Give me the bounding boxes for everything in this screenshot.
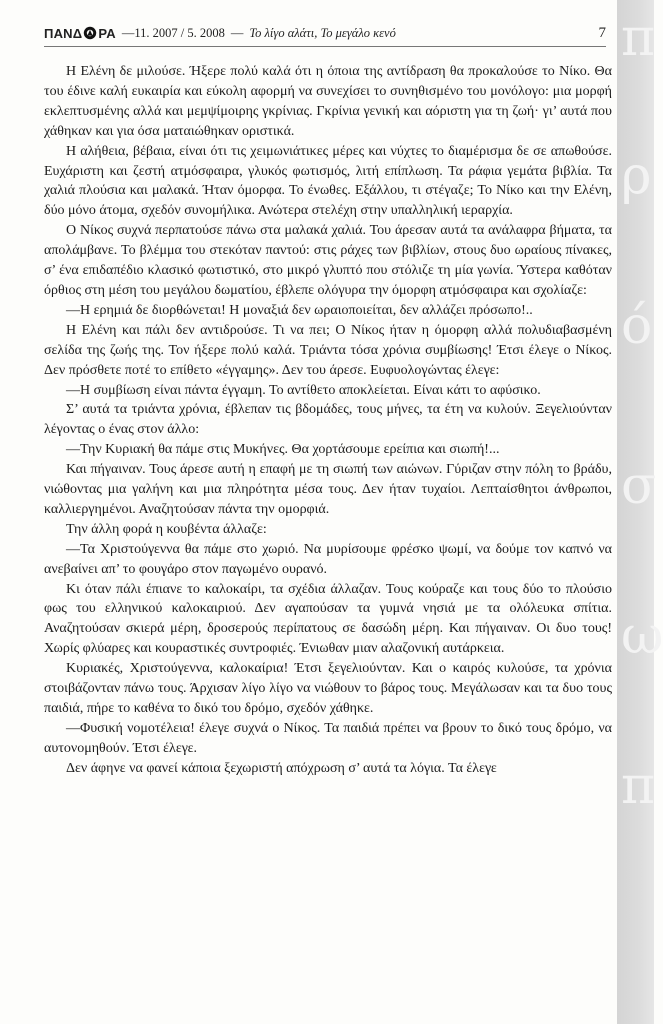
side-letter: π (621, 756, 656, 816)
paragraph: Κι όταν πάλι έπιανε το καλοκαίρι, τα σχέδια άλλαζαν. Τους κούραζε και τους δύο το πλούσιο φως του ελληνικού καλοκαιριού. Δεν αγαπούσαν τα γυμνά νησιά με τα ολόλευκα σπίτια. Αναζητούσαν σκιερά μέρη, δροσερούς περίπατους σε δασώδη μέρη. Και πήγαιναν. Οι δυο τους! Χωρίς φλύαρες και κουραστικές συντροφιές. Ένιωθαν μιαν αλαζονική αυτάρκεια. (44, 581, 612, 657)
side-letter: π (621, 8, 656, 68)
paragraph: Δεν άφηνε να φανεί κάποια ξεχωριστή απόχρωση σ’ αυτά τα λόγια. Τα έλεγε (66, 760, 497, 776)
article-body (44, 62, 612, 942)
journal-logo (44, 26, 116, 41)
paragraph: Η Ελένη και πάλι δεν αντιδρούσε. Τι να πει; Ο Νίκος ήταν η όμορφη αλλά πολυδιαβασμένη σελίδα της ζωής της. Τον ήξερε πολύ καλά. Τριάντα τόσα χρόνια συμβίωσης! Έτσι έλεγε ο Νίκος. Δεν πρόσθετε ποτέ το επίθετο «έγγαμης». Δεν του άρεσε. Ευφυολογώντας έλεγε: (44, 322, 612, 378)
paragraph: Την άλλη φορά η κουβέντα άλλαζε: (66, 521, 267, 537)
paragraph: Κυριακές, Χριστούγεννα, καλοκαίρια! Έτσι ξεγελιούνταν. Και ο καιρός κυλούσε, τα χρόνια στοιβάζονταν πάνω τους. Άρχισαν λίγο λίγο να νιώθουν το βάρος τους. Μεγάλωσαν και τα δυο τους παιδιά, πήρε το καθένα το δικό του δρόμο, σχεδόν χάθηκε. (44, 661, 612, 716)
dialogue-line: —Την Κυριακή θα πάμε στις Μυκήνες. Θα χορτάσουμε ερείπια και σιωπή!... (66, 442, 500, 458)
paragraph: Ο Νίκος συχνά περπατούσε πάνω στα μαλακά χαλιά. Του άρεσαν αυτά τα ανάλαφρα βήματα, τα απολάμβανε. Το βλέμμα του στεκόταν παντού: στις ράχες των βιβλίων, στους δυο ωραίους πίνακες, σ’ ένα επιδαπέδιο κλασικό φωτιστικό, στο μικρό γλυπτό που στόλιζε τη μία γωνία. Ύστερα καθόταν όρθιος στη μέση του μεγάλου δωματίου, έβλεπε ολόγυρα την όμορφη ατμόσφαιρα και σχολίαζε: (44, 223, 612, 298)
dialogue-line: —Φυσική νομοτέλεια! έλεγε συχνά ο Νίκος. Τα παιδιά πρέπει να βρουν το δικό τους δρόμο, να αυτονομηθούν. Έτσι έλεγε. (44, 720, 612, 756)
logo-mark-icon (83, 26, 97, 40)
side-letter: ό (621, 296, 653, 356)
side-letter: ρ (621, 146, 652, 206)
header-separator: — (230, 25, 244, 40)
side-letter: ω (621, 606, 663, 666)
side-strip (617, 0, 663, 1024)
header-rule (44, 46, 606, 47)
paragraph: Και πήγαιναν. Τους άρεσε αυτή η επαφή με τη σιωπή των αιώνων. Γύριζαν στην πόλη το βράδυ, νιώθοντας μια γαλήνη και μια πληρότητα μέσα τους. Δεν ήταν τυχαίοι. Λεπταίσθητοι άνθρωποι, καλλιεργημένοι. Αναζητούσαν πάντα την ομορφιά. (44, 462, 612, 517)
paragraph: Η αλήθεια, βέβαια, είναι ότι τις χειμωνιάτικες μέρες και νύχτες το διαμέρισμα δε σε απωθούσε. Ευχάριστη και ζεστή ατμόσφαιρα, γλυκός φωτισμός, λιτή επίπλωση. Τα ράφια γεμάτα βιβλία. Τα χαλιά πλούσια και μαλακά. Ήταν όμορφα. Το ένωθες. Εξάλλου, τι στέγαζε; Το Νίκο και την Ελένη, δύο μόνο άτομα, σχεδόν συνομήλικα. Ανώτερα στελέχη στην υπαλληλική ιεραρχία. (44, 143, 612, 219)
side-letter: σ (621, 456, 657, 516)
issue-dates: —11. 2007 / 5. 2008 (121, 25, 225, 40)
dialogue-line: —Τα Χριστούγεννα θα πάμε στο χωριό. Να μυρίσουμε φρέσκο ψωμί, να δούμε τον καπνό να ανεβαίνει απ’ το φουγάρο στον παγωμένο ουρανό. (44, 541, 612, 577)
page-number: 7 (598, 24, 606, 41)
paragraph: Η Ελένη δε μιλούσε. Ήξερε πολύ καλά ότι η όποια της αντίδραση θα προκαλούσε το Νίκο. Θα του έδινε καλή ευκαιρία και εύκολη αφορμή να συνεχίσει το συνηθισμένο του μονόλογο: μια μορφή εκλεπτυσμένης αλλά και μεμψίμοιρης γκρίνιας. Γκρίνια γενική και αόριστη για τη ζωή· γι’ αυτά που χάθηκαν και για όσα ματαιώθηκαν οριστικά. (44, 64, 612, 139)
logo-text-start: ΠΑΝΔ (44, 25, 83, 41)
logo-text-end: ΡΑ (98, 25, 116, 41)
dialogue-line: —Η συμβίωση είναι πάντα έγγαμη. Το αντίθετο αποκλείεται. Είναι κάτι το αφύσικο. (66, 382, 541, 398)
dialogue-line: —Η ερημιά δε διορθώνεται! Η μοναξιά δεν ωραιοποιείται, δεν αλλάζει πρόσωπο!.. (66, 302, 533, 318)
paragraph: Σ’ αυτά τα τριάντα χρόνια, έβλεπαν τις βδομάδες, τους μήνες, τα έτη να κυλούν. Ξεγελιούνταν λέγοντας ο ένας στον άλλο: (44, 402, 612, 438)
running-header (44, 22, 606, 44)
article-title: Το λίγο αλάτι, Το μεγάλο κενό (249, 25, 396, 40)
